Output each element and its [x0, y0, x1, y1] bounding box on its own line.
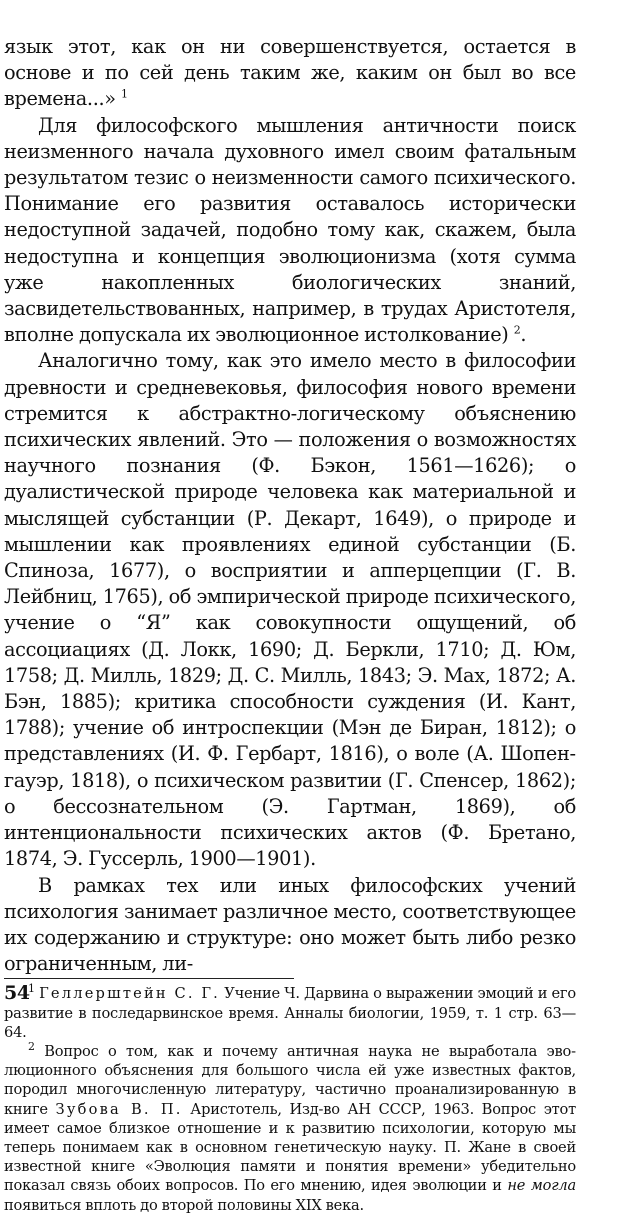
- footnote-1: [4, 984, 576, 1042]
- paragraph-text: язык этот, как он ни совершенствуется, остается в основе и по сей день таким же, каким он был во все времена...»: [4, 35, 576, 111]
- paragraph-text: В рамках тех или иных философских учений психология занимает различное место, соответствующее их содержанию и структуре: оно может быть либо резко ограниченным, ли-: [4, 873, 576, 976]
- footnote-author: Геллерштейн С. Г.: [39, 985, 221, 1003]
- footnote-ref-1: 1: [120, 87, 128, 101]
- footnote-marker: 2: [28, 1040, 35, 1054]
- footnote-2: [4, 1042, 576, 1215]
- footnotes: [4, 984, 576, 1214]
- footnote-text: Аристотель, Изд-во АН СССР, 1963. Вопрос этот имеет самое близкое отношение и к развитию психологии, которую мы теперь понимаем как в основном генетическую науку. П. Жане в своей известной книге «Эволюция памяти и понятия времени» убедительно показал связь обоих вопросов. По его мнению, идея эволюции и: [4, 1100, 577, 1195]
- book-page: [4, 34, 576, 1215]
- footnote-ref-2: 2: [513, 323, 521, 337]
- footnote-emphasis: не могла: [507, 1177, 576, 1195]
- footnote-author: Зубова В. П.: [55, 1100, 183, 1118]
- paragraph-3: [4, 873, 576, 978]
- main-text: [4, 34, 576, 977]
- page-number: 54: [4, 982, 30, 1004]
- footnote-text: Вопрос о том, как и почему античная наука не выработала эволюционного объяснения для большого числа ей уже известных фактов, породил многочисленную литературу, частично проанализированную в книге: [4, 1042, 576, 1118]
- paragraph-0: [4, 34, 576, 113]
- footnote-marker: 1: [28, 982, 35, 996]
- paragraph-text: Для философского мышления античности поиск неизменного начала духовного имел своим фатальным результатом тезис о неизменности самого психического. Понимание его развития оставалось исторически недоступной задачей, подобно тому как, скажем, была недоступна и концепция эволюционизма (хотя сумма уже накопленных биологических знаний, засвидетельствованных, например, в трудах Аристотеля, вполне допускала их эволюционное истолкование): [4, 113, 576, 347]
- footnote-divider: [4, 978, 294, 979]
- paragraph-2: [4, 348, 576, 872]
- footnote-text: Учение Ч. Дарвина о выражении эмоций и его развитие в последарвинское время. Анналы биологии, 1959, т. 1 стр. 63—64.: [4, 985, 576, 1041]
- paragraph-text: Аналогично тому, как это имело место в философии древности и средневековья, философия нового времени стремится к абстрактно-логическому объяснению психических явлений. Это — положения о возможностях научного познания (Ф. Бэкон, 1561—1626); о дуалистической природе человека как материальной и мыслящей субстанции (Р. Декарт, 1649), о природе и мышлении как проявлениях единой субстанции (Б. Спиноза, 1677), о восприятии и апперцепции (Г. В. Лейбниц, 1765), об эмпирической природе психического, учение о “Я” как совокупности ощущений, об ассоциациях (Д. Локк, 1690; Д. Беркли, 1710; Д. Юм, 1758; Д. Милль, 1829; Д. С. Милль, 1843; Э. Мах, 1872; А. Бэн, 1885); критика способности суждения (И. Кант, 1788); учение об интроспекции (Мэн де Биран, 1812); о представлениях (И. Ф. Гербарт, 1816), о воле (А. Шопенгауэр, 1818), о психическом развитии (Г. Спенсер, 1862); о бессознательном (Э. Гартман, 1869), об интенциональности психических актов (Ф. Бретано, 1874, Э. Гуссерль, 1900—1901).: [4, 349, 576, 871]
- footnote-text: появиться вплоть до второй половины XIX века.: [4, 1196, 364, 1214]
- paragraph-1: Для философского мышления античности поиск неизменного начала духовного имел своим фатальным результатом тезис о неизменности самого психического. Понимание его развития оставалось исторически недоступной задачей, подобно тому как, скажем, была недоступна и концепция эволюционизма (хотя сумма уже накопленных биологических знаний, засвидетельствованных, например, в трудах Аристотеля, вполне допускала их эволюционное истолкование) $^2$.: [4, 113, 576, 347]
